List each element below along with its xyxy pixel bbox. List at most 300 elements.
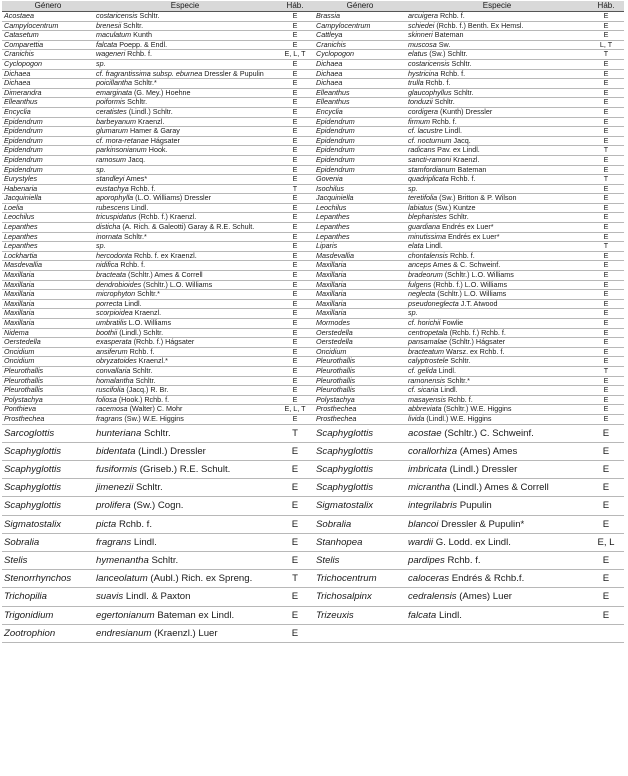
species-cell bbox=[94, 328, 276, 338]
species-epithet: bidentata bbox=[96, 445, 136, 457]
habit-cell: E bbox=[276, 386, 314, 396]
table-row bbox=[2, 347, 624, 357]
species-author: (Rchb. f.) Hágsater bbox=[133, 337, 195, 347]
habit-cell: E bbox=[276, 338, 314, 348]
habit-cell: E bbox=[588, 442, 624, 460]
genus-cell: Brassia bbox=[314, 12, 406, 22]
genus-cell: Habenaria bbox=[2, 184, 94, 194]
species-author: (Griseb.) R.E. Schult. bbox=[139, 463, 231, 475]
species-cell bbox=[94, 299, 276, 309]
species-cell bbox=[406, 606, 588, 624]
species-cell bbox=[406, 165, 588, 175]
genus-cell: Prosthechea bbox=[2, 414, 94, 424]
genus-cell: Cattleya bbox=[314, 31, 406, 41]
species-epithet: masayensis bbox=[408, 395, 446, 404]
table-row bbox=[2, 194, 624, 204]
species-epithet: micrantha bbox=[408, 482, 451, 494]
habit-cell: E bbox=[276, 223, 314, 233]
habit-cell: E bbox=[276, 414, 314, 424]
habit-cell: E bbox=[588, 309, 624, 319]
habit-cell: E bbox=[588, 127, 624, 137]
genus-cell: Govenia bbox=[314, 175, 406, 185]
species-cell bbox=[94, 12, 276, 22]
species-epithet: pansamalae bbox=[408, 337, 448, 347]
genus-cell: Maxillaria bbox=[314, 271, 406, 281]
genus-cell: Epidendrum bbox=[2, 117, 94, 127]
species-epithet: ceratistes bbox=[96, 107, 127, 116]
habit-cell: E bbox=[588, 271, 624, 281]
species-epithet: trulla bbox=[408, 78, 424, 88]
habit-cell: E bbox=[276, 213, 314, 223]
habit-cell: E bbox=[276, 606, 314, 624]
species-author: Poepp. & Endl. bbox=[119, 40, 168, 49]
genus-cell: Epidendrum bbox=[314, 127, 406, 137]
genus-cell: Trichopilia bbox=[2, 588, 94, 606]
genus-cell: Epidendrum bbox=[2, 146, 94, 156]
table-row bbox=[2, 232, 624, 242]
table-row bbox=[2, 79, 624, 89]
species-cell bbox=[406, 588, 588, 606]
species-author: Kraenzl. bbox=[137, 117, 165, 126]
species-epithet: hercodonta bbox=[96, 251, 132, 260]
table-row bbox=[2, 117, 624, 127]
species-epithet: labiatus bbox=[408, 203, 433, 212]
habit-cell: E bbox=[276, 194, 314, 204]
species-epithet: scorpioidea bbox=[96, 308, 133, 318]
habit-cell: E bbox=[276, 299, 314, 309]
species-author: (Lindl.) Dressler bbox=[449, 463, 518, 475]
genus-cell: Liparis bbox=[314, 242, 406, 252]
species-epithet: umbratilis bbox=[96, 318, 127, 327]
species-cell bbox=[94, 184, 276, 194]
genus-cell: Jacquiniella bbox=[2, 194, 94, 204]
species-author: Rchb. f. ex Kraenzl. bbox=[133, 251, 197, 260]
species-cell bbox=[406, 184, 588, 194]
species-epithet: cedralensis bbox=[408, 591, 457, 603]
genus-cell: Elleanthus bbox=[314, 88, 406, 98]
species-epithet: suavis bbox=[96, 591, 124, 603]
species-epithet: sancti-ramoni bbox=[408, 155, 452, 164]
habit-cell: E bbox=[276, 442, 314, 460]
species-epithet: bracteatum bbox=[408, 347, 444, 356]
species-cell bbox=[406, 319, 588, 329]
table-row bbox=[2, 280, 624, 290]
species-author: Schltr. bbox=[144, 427, 171, 439]
species-author: (L.O. Williams) Dressler bbox=[135, 193, 212, 203]
genus-cell: Masdevallia bbox=[314, 251, 406, 261]
species-author: Endrés & Rchb.f. bbox=[451, 573, 525, 585]
genus-cell: Zootrophion bbox=[2, 624, 94, 642]
species-cell bbox=[94, 376, 276, 386]
genus-cell: Lepanthes bbox=[314, 213, 406, 223]
species-epithet: integrilabris bbox=[408, 500, 458, 512]
species-epithet: rubescens bbox=[96, 203, 130, 212]
habit-cell: E bbox=[588, 232, 624, 242]
habit-cell: E bbox=[588, 515, 624, 533]
species-cell bbox=[94, 357, 276, 367]
habit-cell: E bbox=[588, 117, 624, 127]
table-row bbox=[2, 136, 624, 146]
species-author: Schltr. bbox=[450, 356, 471, 366]
species-epithet: neglecta bbox=[408, 289, 436, 299]
header-genero: Género bbox=[2, 1, 94, 12]
species-cell bbox=[406, 261, 588, 271]
genus-cell: Maxillaria bbox=[314, 299, 406, 309]
habit-cell: E bbox=[588, 290, 624, 300]
species-epithet: tonduzii bbox=[408, 97, 433, 107]
habit-cell: E, L, T bbox=[276, 405, 314, 415]
species-author: (Aubl.) Rich. ex Spreng. bbox=[150, 573, 253, 585]
genus-cell: Prosthechea bbox=[314, 414, 406, 424]
species-author: (Schltr.) L.O. Williams bbox=[437, 289, 507, 299]
species-cell bbox=[94, 533, 276, 551]
species-author: Rchb. f. bbox=[440, 69, 466, 78]
species-author: (Lindl.) Schltr. bbox=[119, 328, 164, 337]
genus-cell: Scaphyglottis bbox=[2, 479, 94, 497]
species-cell bbox=[94, 386, 276, 396]
habit-cell: E bbox=[588, 155, 624, 165]
header-genero-2: Género bbox=[314, 1, 406, 12]
species-author: Rchb. f. bbox=[449, 251, 475, 260]
genus-cell: Acostaea bbox=[2, 12, 94, 22]
habit-cell: E bbox=[276, 251, 314, 261]
habit-cell: T bbox=[276, 570, 314, 588]
table-row bbox=[2, 533, 624, 551]
species-epithet: egertonianum bbox=[96, 609, 155, 621]
table-row bbox=[2, 588, 624, 606]
species-author: Pav. ex Lindl. bbox=[437, 145, 480, 155]
species-author: Lindl. bbox=[440, 385, 458, 395]
species-author: Lindl. bbox=[124, 299, 142, 308]
species-author: (Lindl.) Ames & Correll bbox=[452, 482, 549, 494]
species-author: Lindl. bbox=[444, 126, 462, 136]
genus-cell: Campylocentrum bbox=[2, 21, 94, 31]
species-epithet: pardipes bbox=[408, 554, 445, 566]
habit-cell: E bbox=[588, 165, 624, 175]
species-author: Pupulin bbox=[459, 500, 492, 512]
genus-cell: Cranichis bbox=[314, 40, 406, 50]
species-author: (Rchb. f.) Rchb. f. bbox=[449, 328, 506, 337]
habit-cell: E bbox=[276, 59, 314, 69]
species-epithet: microphyton bbox=[96, 289, 136, 299]
habit-cell: E bbox=[276, 290, 314, 300]
genus-cell: Epidendrum bbox=[2, 165, 94, 175]
habit-cell: E bbox=[588, 405, 624, 415]
genus-cell: Oerstedella bbox=[314, 328, 406, 338]
genus-cell: Scaphyglottis bbox=[2, 497, 94, 515]
genus-cell: Oerstedella bbox=[314, 338, 406, 348]
table-row bbox=[2, 442, 624, 460]
genus-cell: Catasetum bbox=[2, 31, 94, 41]
species-author: Schltr. bbox=[151, 554, 179, 566]
species-epithet: glumarum bbox=[96, 126, 128, 136]
species-cell bbox=[406, 117, 588, 127]
genus-cell: Lockhartia bbox=[2, 251, 94, 261]
species-epithet: sp. bbox=[96, 241, 106, 251]
species-epithet: stamfordianum bbox=[408, 165, 456, 174]
species-cell bbox=[406, 127, 588, 137]
table-row bbox=[2, 338, 624, 348]
species-cell bbox=[406, 357, 588, 367]
table-row bbox=[2, 213, 624, 223]
habit-cell: E bbox=[276, 203, 314, 213]
species-epithet: costaricensis bbox=[408, 59, 450, 68]
species-author: (Sw.) Schltr. bbox=[429, 49, 468, 59]
genus-cell: Maxillaria bbox=[2, 271, 94, 281]
habit-cell: E bbox=[276, 146, 314, 156]
habit-cell: E bbox=[588, 12, 624, 22]
species-epithet: abbreviata bbox=[408, 404, 442, 414]
habit-cell: E bbox=[588, 376, 624, 386]
genus-cell: Trichosalpinx bbox=[314, 588, 406, 606]
species-cell bbox=[94, 570, 276, 588]
species-author: Rchb. f. bbox=[447, 554, 481, 566]
species-epithet: elatus bbox=[408, 49, 428, 59]
species-author: Schltr. bbox=[123, 21, 144, 30]
genus-cell: Maxillaria bbox=[2, 319, 94, 329]
species-author: (Jacq.) R. Br. bbox=[126, 385, 169, 395]
species-epithet: eustachya bbox=[96, 184, 129, 193]
species-cell bbox=[406, 551, 588, 569]
habit-cell: E bbox=[588, 497, 624, 515]
species-cell bbox=[406, 533, 588, 551]
species-epithet: sp. bbox=[96, 165, 106, 174]
table-row bbox=[2, 155, 624, 165]
species-cell bbox=[406, 299, 588, 309]
habit-cell: E bbox=[588, 107, 624, 117]
species-cell bbox=[94, 223, 276, 233]
habit-cell: E bbox=[588, 551, 624, 569]
species-author: Schltr. bbox=[136, 482, 163, 494]
habit-cell: E bbox=[588, 588, 624, 606]
species-epithet: hunteriana bbox=[96, 427, 142, 439]
species-cell bbox=[94, 155, 276, 165]
genus-cell: Pleurothallis bbox=[2, 366, 94, 376]
species-cell bbox=[406, 515, 588, 533]
species-cell bbox=[94, 59, 276, 69]
species-cell bbox=[406, 424, 588, 442]
genus-cell: Dichaea bbox=[314, 59, 406, 69]
habit-cell: E bbox=[276, 155, 314, 165]
species-author: J.T. Atwood bbox=[460, 299, 498, 308]
table-row bbox=[2, 50, 624, 60]
genus-cell: Polystachya bbox=[314, 395, 406, 405]
genus-cell: Encyclia bbox=[2, 107, 94, 117]
species-epithet: corallorhiza bbox=[408, 445, 458, 457]
species-cell bbox=[94, 98, 276, 108]
species-author: Jacq. bbox=[127, 155, 146, 164]
genus-cell: Mormodes bbox=[314, 319, 406, 329]
species-epithet: quadriplicata bbox=[408, 174, 449, 184]
species-cell bbox=[94, 175, 276, 185]
habit-cell: E bbox=[276, 366, 314, 376]
header-hab: Háb. bbox=[276, 1, 314, 12]
species-cell bbox=[94, 194, 276, 204]
habit-cell: E bbox=[276, 357, 314, 367]
genus-cell: Scaphyglottis bbox=[314, 442, 406, 460]
species-cell bbox=[94, 31, 276, 41]
header-hab-2: Háb. bbox=[588, 1, 624, 12]
species-cell bbox=[94, 405, 276, 415]
species-cell bbox=[406, 107, 588, 117]
genus-cell: Maxillaria bbox=[314, 261, 406, 271]
species-author: Schltr. bbox=[139, 11, 160, 20]
species-author: Bateman bbox=[457, 165, 487, 174]
header-especie-2: Especie bbox=[406, 1, 588, 12]
genus-cell: Scaphyglottis bbox=[314, 460, 406, 478]
genus-cell: Leochilus bbox=[314, 203, 406, 213]
species-cell bbox=[94, 551, 276, 569]
habit-cell: E bbox=[276, 460, 314, 478]
species-cell bbox=[94, 117, 276, 127]
genus-cell: Maxillaria bbox=[314, 290, 406, 300]
genus-cell: Eurystyles bbox=[2, 175, 94, 185]
species-cell bbox=[94, 479, 276, 497]
species-cell bbox=[94, 261, 276, 271]
species-author: Sw. bbox=[438, 40, 451, 49]
species-author: (Walter) C. Mohr bbox=[129, 404, 183, 414]
table-row bbox=[2, 12, 624, 22]
species-cell bbox=[94, 165, 276, 175]
species-cell bbox=[406, 271, 588, 281]
table-row bbox=[2, 223, 624, 233]
species-epithet: cf. fragrantissima subsp. eburnea bbox=[96, 69, 203, 78]
species-epithet: fulgens bbox=[408, 280, 432, 289]
habit-cell bbox=[588, 624, 624, 642]
species-author: G. Lodd. ex Lindl. bbox=[435, 536, 511, 548]
species-cell bbox=[406, 40, 588, 50]
genus-cell: Stelis bbox=[314, 551, 406, 569]
species-author: Ames* bbox=[125, 174, 148, 184]
species-author: Lindl. bbox=[438, 366, 456, 375]
species-epithet: maculatum bbox=[96, 30, 132, 40]
species-cell bbox=[94, 79, 276, 89]
genus-cell: Maxillaria bbox=[2, 309, 94, 319]
habit-cell: E bbox=[588, 347, 624, 357]
habit-cell: E bbox=[588, 79, 624, 89]
species-epithet: homalantha bbox=[96, 376, 134, 385]
species-cell bbox=[406, 442, 588, 460]
species-cell bbox=[406, 203, 588, 213]
table-row bbox=[2, 31, 624, 41]
species-epithet: acostae bbox=[408, 427, 442, 439]
species-author: Lindl. bbox=[438, 609, 462, 621]
genus-cell: Isochilus bbox=[314, 184, 406, 194]
species-epithet: parkinsonianum bbox=[96, 145, 147, 155]
species-cell bbox=[94, 242, 276, 252]
habit-cell: E bbox=[276, 280, 314, 290]
table-row bbox=[2, 299, 624, 309]
species-author: Rchb. f. bbox=[130, 184, 156, 193]
genus-cell: Leochilus bbox=[2, 213, 94, 223]
species-cell bbox=[94, 50, 276, 60]
genus-cell: Lepanthes bbox=[2, 242, 94, 252]
species-epithet: glaucophyllus bbox=[408, 88, 452, 97]
habit-cell: E bbox=[276, 309, 314, 319]
species-cell bbox=[94, 309, 276, 319]
species-author: (Schltr.) C. Schweinf. bbox=[444, 427, 534, 439]
habit-cell: E bbox=[276, 165, 314, 175]
habit-cell: E bbox=[276, 12, 314, 22]
table-row bbox=[2, 21, 624, 31]
species-author: Kunth bbox=[133, 30, 152, 40]
genus-cell: Cyclopogon bbox=[2, 59, 94, 69]
genus-cell: Polystachya bbox=[2, 395, 94, 405]
table-row bbox=[2, 606, 624, 624]
table-row bbox=[2, 497, 624, 515]
species-author: L.O. Williams bbox=[128, 318, 172, 327]
species-cell bbox=[94, 395, 276, 405]
genus-cell: Epidendrum bbox=[314, 155, 406, 165]
habit-cell: E bbox=[276, 242, 314, 252]
species-cell bbox=[94, 271, 276, 281]
habit-cell: E bbox=[276, 533, 314, 551]
species-epithet: tricuspidatus bbox=[96, 212, 137, 222]
genus-cell: Pleurothallis bbox=[314, 366, 406, 376]
species-epithet: blancoi bbox=[408, 518, 439, 530]
genus-cell: Elleanthus bbox=[314, 98, 406, 108]
species-epithet: fragrans bbox=[96, 536, 132, 548]
species-author: (Schltr.) W.E. Higgins bbox=[443, 404, 512, 414]
species-cell bbox=[94, 203, 276, 213]
genus-cell: Scaphyglottis bbox=[314, 479, 406, 497]
species-author: (Hook.) Rchb. f. bbox=[118, 395, 170, 404]
species-epithet: lanceolatum bbox=[96, 573, 148, 585]
species-cell bbox=[406, 146, 588, 156]
species-cell bbox=[94, 366, 276, 376]
genus-cell: Masdevallia bbox=[2, 261, 94, 271]
species-author: Schltr.* bbox=[447, 376, 470, 385]
genus-cell: Campylocentrum bbox=[314, 21, 406, 31]
species-author: Hágsater bbox=[150, 136, 180, 145]
species-author: (Sw.) Kuntze bbox=[434, 203, 476, 212]
species-epithet: wageneri bbox=[96, 49, 126, 59]
habit-cell: E bbox=[276, 624, 314, 642]
habit-cell: E bbox=[588, 570, 624, 588]
genus-cell bbox=[314, 624, 406, 642]
table-row bbox=[2, 40, 624, 50]
species-cell bbox=[406, 405, 588, 415]
habit-cell: E bbox=[588, 223, 624, 233]
habit-cell: E bbox=[588, 319, 624, 329]
genus-cell: Lepanthes bbox=[314, 232, 406, 242]
species-cell bbox=[406, 223, 588, 233]
species-author: Schltr. bbox=[453, 88, 474, 97]
species-author: Warsz. ex Rchb. f. bbox=[445, 347, 505, 356]
species-cell bbox=[406, 50, 588, 60]
table-row bbox=[2, 376, 624, 386]
species-epithet: aporophylla bbox=[96, 193, 134, 203]
genus-cell: Dichaea bbox=[2, 69, 94, 79]
species-author: Hook. bbox=[148, 145, 168, 155]
habit-cell: E bbox=[276, 21, 314, 31]
genus-cell: Lepanthes bbox=[314, 223, 406, 233]
species-epithet: calyptrostele bbox=[408, 356, 449, 366]
table-row bbox=[2, 251, 624, 261]
genus-cell: Lepanthes bbox=[2, 232, 94, 242]
genus-cell: Oerstedella bbox=[2, 338, 94, 348]
habit-cell: E, L bbox=[588, 533, 624, 551]
habit-cell: E bbox=[588, 213, 624, 223]
species-epithet: anceps bbox=[408, 260, 432, 270]
species-epithet: bradeorum bbox=[408, 270, 443, 280]
table-body-part2 bbox=[2, 424, 624, 642]
habit-cell: E bbox=[588, 98, 624, 108]
species-epithet: brenesii bbox=[96, 21, 122, 30]
species-epithet: convallaria bbox=[96, 366, 131, 375]
species-cell bbox=[406, 338, 588, 348]
species-cell bbox=[406, 386, 588, 396]
